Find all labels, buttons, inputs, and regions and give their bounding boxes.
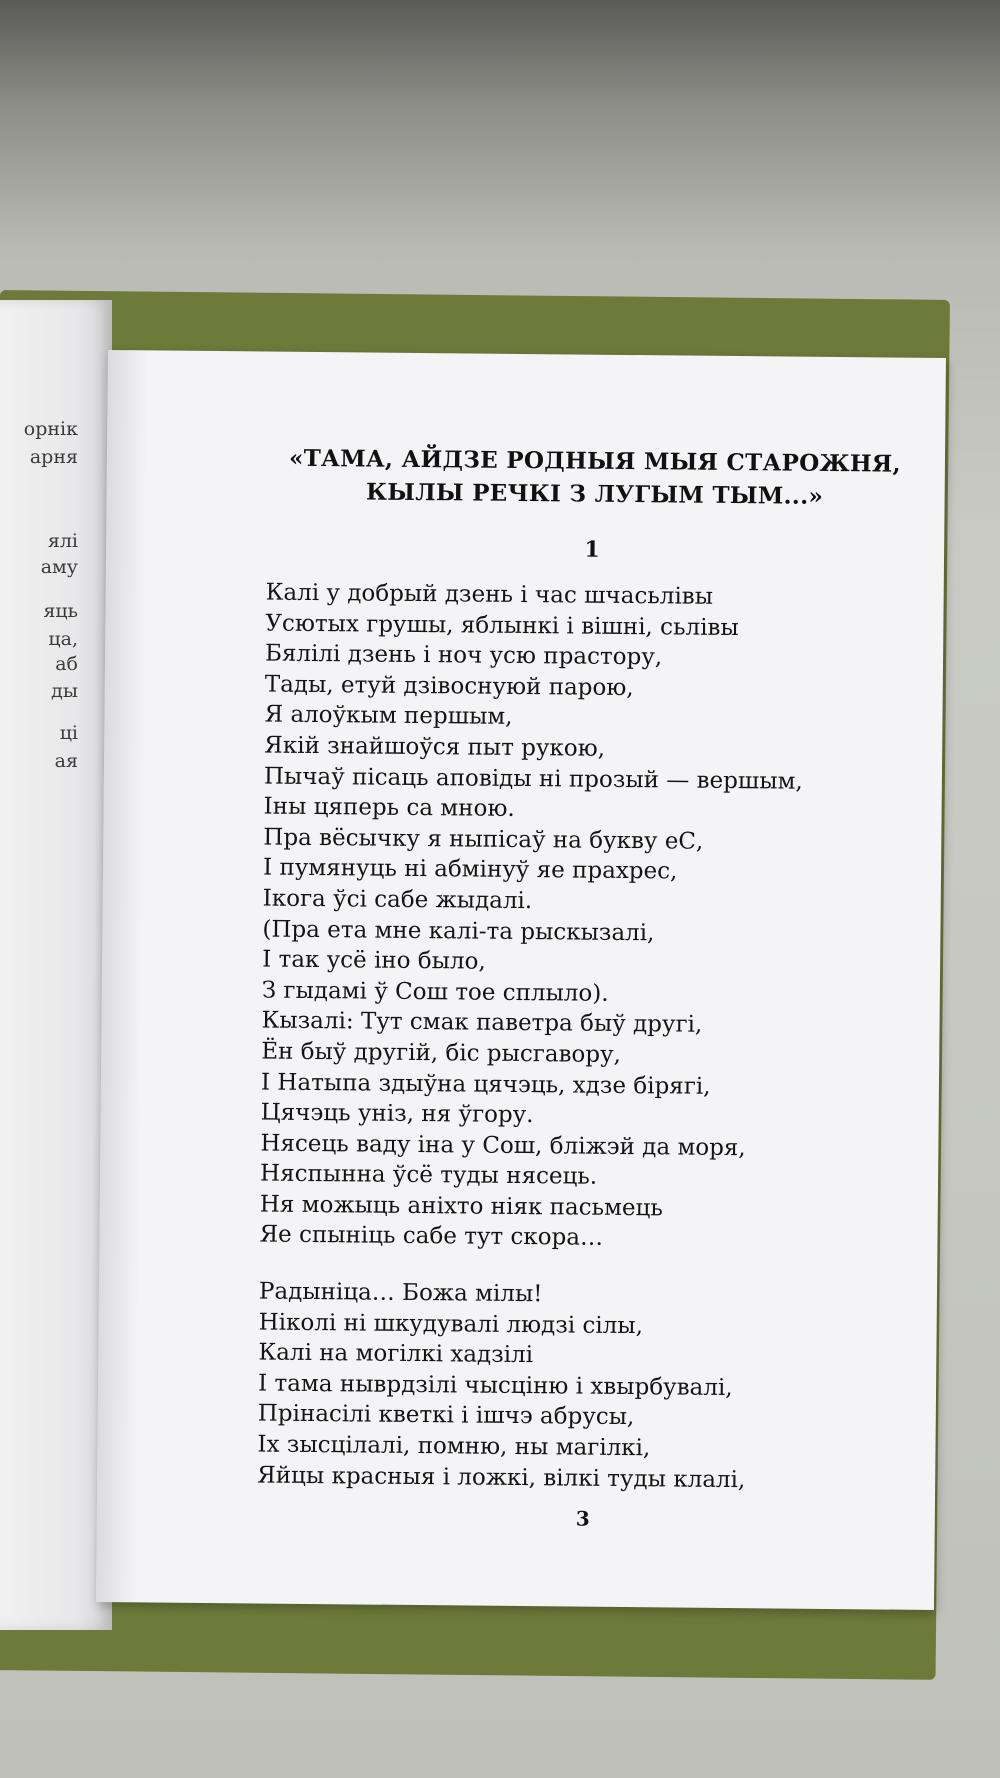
poem-line: Няспынна ўсё туды нясець. <box>259 1160 598 1191</box>
left-page-text-fragment: ая <box>54 750 78 772</box>
poem-line: Яйцы красныя і ложкі, вілкі туды клалі, <box>257 1462 746 1493</box>
poem-line: Ня можыць аніхто ніяк пасьмець <box>259 1191 664 1222</box>
left-page-text-fragment: орнік <box>23 418 78 440</box>
poem-line: Ікога ўсі сабе жыдалі. <box>262 885 533 915</box>
poem-line: Калі у добрый дзень і час шчасьлівы <box>265 579 714 610</box>
poem-line: Бялілі дзень і ноч усю прастору, <box>264 640 663 671</box>
section-number: 1 <box>584 536 600 563</box>
poem-line: І пумянуць ні абмінуў яе прахрес, <box>262 854 678 885</box>
poem-line: Прінасілі кветкі і ішчэ абрусы, <box>257 1400 635 1431</box>
left-page-text-fragment: ці <box>59 722 78 744</box>
left-page <box>0 300 112 1630</box>
poem-line: І так усё іно было, <box>262 946 486 975</box>
poem-line: Нясець ваду іна у Сош, бліжэй да моря, <box>260 1130 746 1161</box>
left-page-text-fragment: ялі <box>47 530 78 552</box>
poem-line: Іны цяперь са мною. <box>263 793 515 823</box>
poem-title-line-1: «ТАМА, АЙДЗЕ РОДНЫЯ МЫЯ СТАРОЖНЯ, <box>288 444 902 478</box>
left-page-text-fragment: яць <box>43 600 78 622</box>
poem-line: Цячэць уніз, ня ўгору. <box>260 1099 534 1129</box>
poem-line: (Пра ета мне калі-та рыскызалі, <box>262 916 655 946</box>
poem-line: Якій знайшоўся пыт рукою, <box>264 732 606 762</box>
left-page-text-fragment: ца, <box>48 628 78 650</box>
poem-line: Іх зысцілалі, помню, ны магілкі, <box>257 1431 651 1462</box>
left-page-text-fragment: арня <box>29 446 78 468</box>
left-page-text-fragment: аму <box>40 556 78 578</box>
poem-line: Кызалі: Тут смак паветра быў другі, <box>261 1007 703 1039</box>
poem-line: Тады, етуй дзівоснуюй парою, <box>264 671 634 701</box>
poem-line: І Натыпа здыўна цячэць, хдзе бірягі, <box>260 1069 711 1100</box>
poem-line: І тама ныврдзілі чысціню і хвырбувалі, <box>257 1370 733 1401</box>
poem-line: Пра вёсычку я ныпісаў на букву еС, <box>263 824 704 855</box>
poem-line: Ён быў другій, біс рысгавору, <box>261 1038 622 1068</box>
poem-line: З гыдамі ў Сош тое сплыло). <box>261 977 609 1007</box>
poem-line: Яе спыніць сабе тут скора… <box>259 1221 604 1252</box>
poem-line: Усютых грушы, яблынкі і вішні, сьлівы <box>265 610 739 641</box>
poem-text <box>257 578 906 1497</box>
poem-line: Калі на могілкі хадзілі <box>258 1339 534 1369</box>
poem-line: Ніколі ні шкудувалі людзі сілы, <box>258 1309 644 1339</box>
poem-title-line-2: КЫЛЫ РЕЧКІ З ЛУГЫМ ТЫМ...» <box>365 478 824 510</box>
page-number: 3 <box>575 1506 590 1531</box>
poem-line: Пычаў пісаць аповіды ні прозый — вершым, <box>263 763 803 795</box>
poem-line: Радыніца… Божа мілы! <box>258 1278 543 1308</box>
left-page-text-fragment: ды <box>51 680 78 702</box>
right-page <box>96 350 946 1610</box>
left-page-text-fragment: аб <box>55 653 78 675</box>
poem-line: Я алоўкым першым, <box>264 701 513 731</box>
